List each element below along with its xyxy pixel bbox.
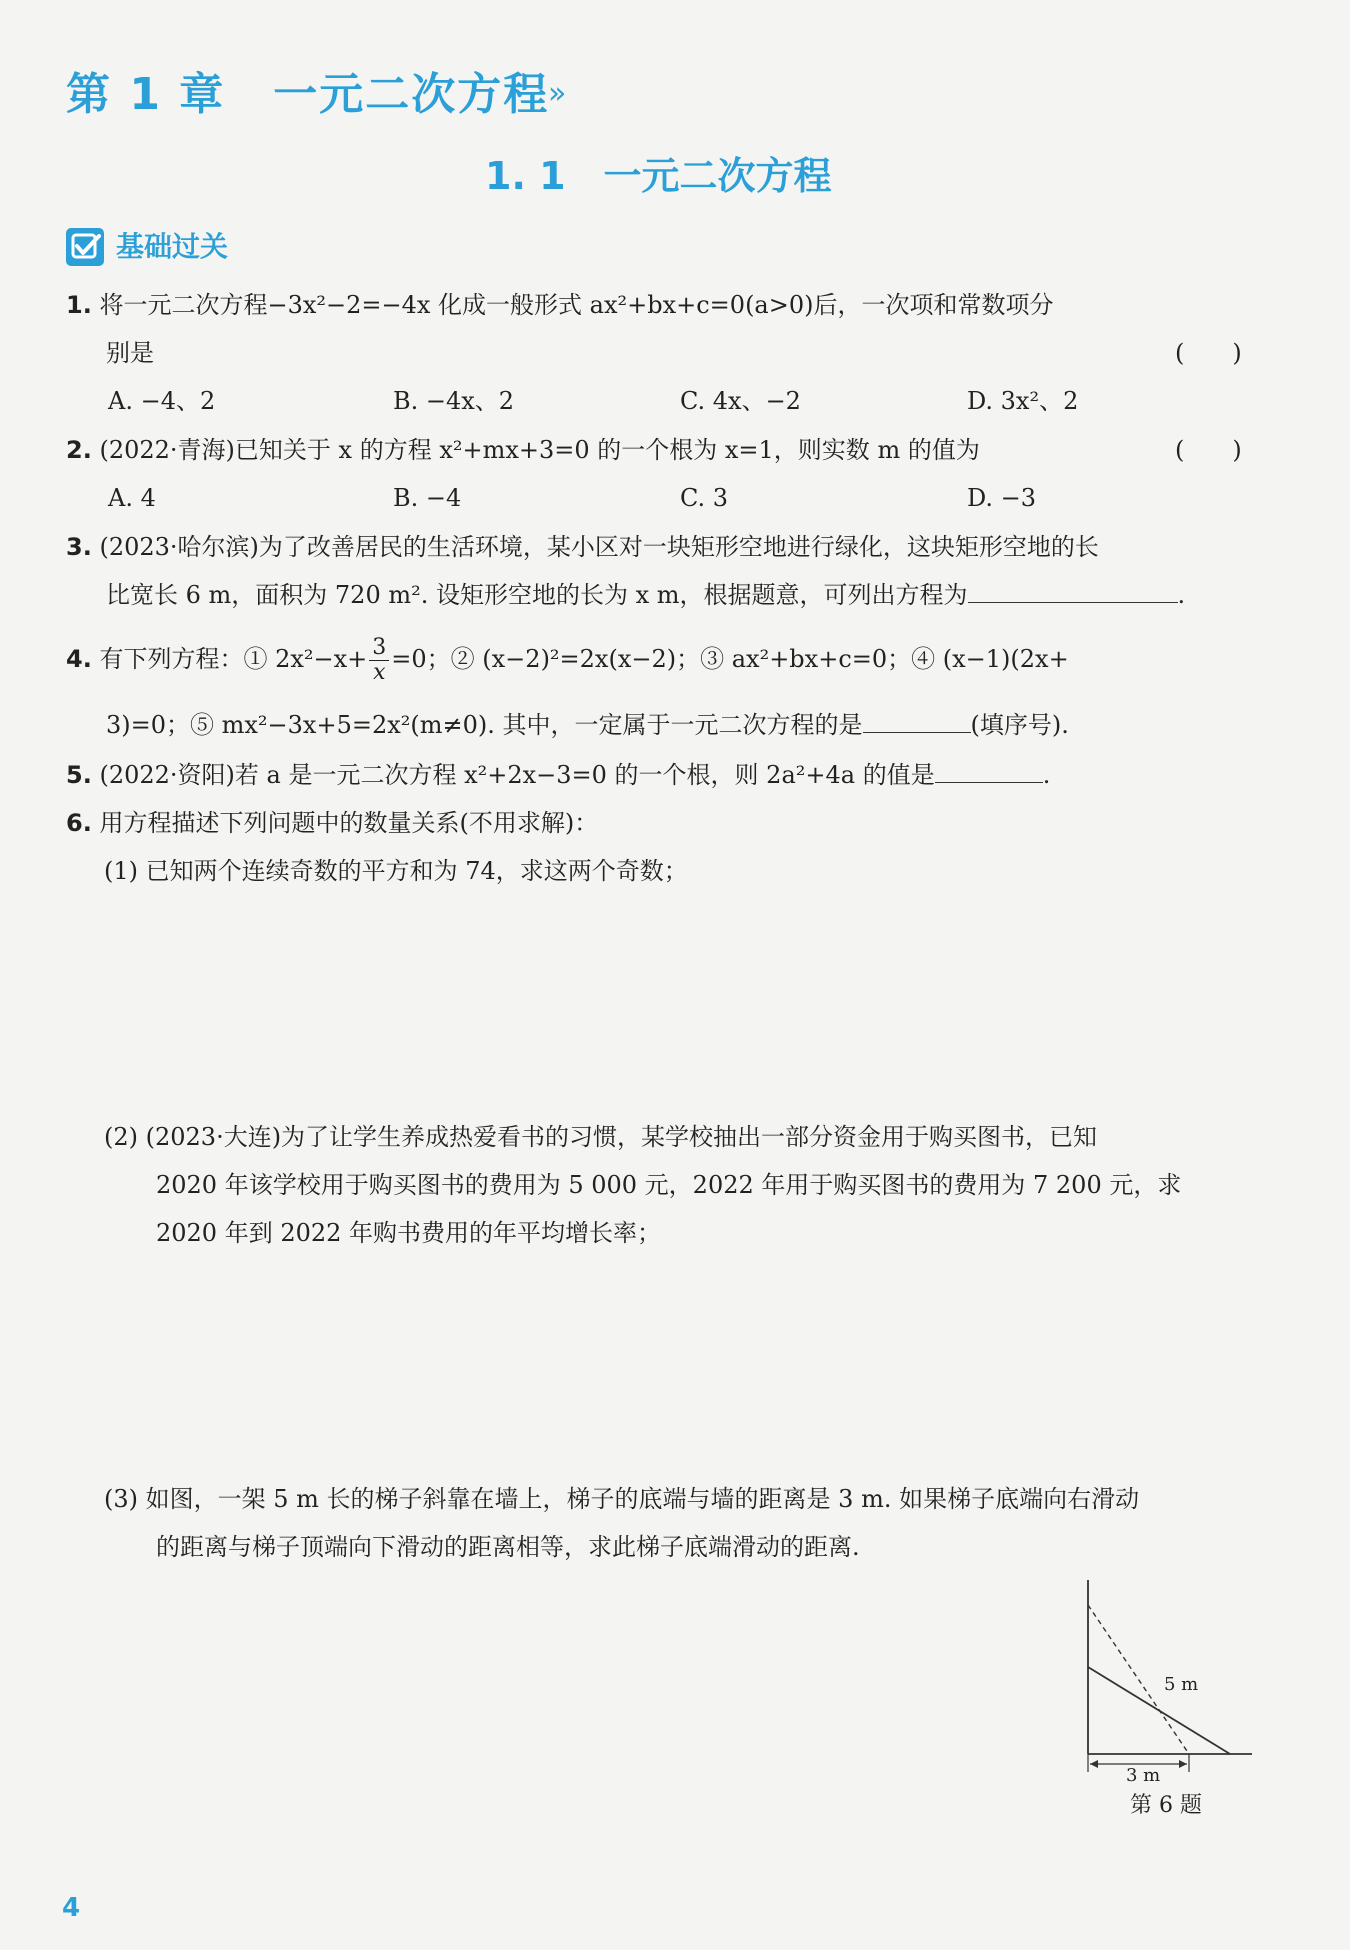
q1-option-c: C. 4x、−2: [680, 387, 801, 415]
q3-number: 3.: [66, 533, 92, 561]
q3-text-line2: 比宽长 6 m，面积为 720 m². 设矩形空地的长为 x m，根据题意，可列出方程为: [106, 581, 968, 609]
q5-answer-blank[interactable]: [935, 760, 1043, 783]
q4-line1: [66, 636, 1069, 685]
q1-line1: [66, 290, 1053, 320]
section-number: 1. 1: [485, 154, 566, 198]
q6-part2-line2: 2020 年该学校用于购买图书的费用为 5 000 元，2022 年用于购买图书的费用为 7 200 元，求: [156, 1171, 1182, 1199]
check-square-icon: [66, 228, 104, 266]
q4-fraction: [369, 636, 389, 685]
q3-period: .: [1177, 581, 1186, 609]
q4-answer-blank[interactable]: [863, 710, 971, 733]
q6-part3-line2: 的距离与梯子顶端向下滑动的距离相等，求此梯子底端滑动的距离.: [156, 1533, 860, 1561]
q4-text-line2b: (填序号).: [970, 711, 1069, 739]
section-badge-label: 基础过关: [116, 230, 229, 263]
chapter-label: 第 1 章: [66, 69, 226, 120]
section-title: 一元二次方程: [603, 154, 832, 198]
q2-answer-paren: ( ): [1175, 436, 1242, 464]
q5-period: .: [1042, 761, 1051, 789]
q2-option-d: D. −3: [967, 484, 1037, 512]
q4-fraction-denominator: x: [373, 660, 386, 685]
chapter-heading: [66, 58, 549, 122]
q5-line1: [66, 760, 1050, 790]
page-number: 4: [62, 1893, 81, 1923]
q6-line1: [66, 808, 598, 838]
section-heading: [485, 145, 832, 200]
q4-line2: [106, 710, 1069, 740]
q4-fraction-numerator: 3: [369, 636, 389, 661]
q2-number: 2.: [66, 436, 92, 464]
q1-number: 1.: [66, 291, 92, 319]
q3-line2: [106, 580, 1185, 610]
q4-number: 4.: [66, 645, 92, 673]
q4-text-b: =0；② (x−2)²=2x(x−2)；③ ax²+bx+c=0；④ (x−1)(2x+: [391, 645, 1069, 673]
q2-line1: [66, 435, 980, 465]
q3-line1: [66, 532, 1099, 562]
ladder-figure: [1070, 1578, 1260, 1783]
chapter-title: 一元二次方程: [273, 69, 550, 120]
q5-text: (2022·资阳)若 a 是一元二次方程 x²+2x−3=0 的一个根，则 2a²+4a 的值是: [99, 761, 935, 789]
q5-number: 5.: [66, 761, 92, 789]
q6-intro: 用方程描述下列问题中的数量关系(不用求解)：: [99, 809, 599, 837]
q3-text-line1: (2023·哈尔滨)为了改善居民的生活环境，某小区对一块矩形空地进行绿化，这块矩形空地的长: [99, 533, 1099, 561]
q3-answer-blank[interactable]: [968, 580, 1178, 603]
ladder-length-label: 5 m: [1164, 1674, 1199, 1695]
q6-part2-line1: (2) (2023·大连)为了让学生养成热爱看书的习惯，某学校抽出一部分资金用于购买图书，已知: [104, 1123, 1098, 1151]
q2-option-b: B. −4: [393, 484, 462, 512]
q2-option-a: A. 4: [108, 484, 156, 512]
q2-text-line1: (2022·青海)已知关于 x 的方程 x²+mx+3=0 的一个根为 x=1，则实数 m 的值为: [99, 436, 980, 464]
q2-option-c: C. 3: [680, 484, 729, 512]
q1-text-line2: 别是: [106, 339, 154, 367]
q6-part2-line3: 2020 年到 2022 年购书费用的年平均增长率；: [156, 1219, 662, 1247]
q1-text-line1: 将一元二次方程−3x²−2=−4x 化成一般形式 ax²+bx+c=0(a>0)后，一次项和常数项分: [99, 291, 1054, 319]
q4-text-line2a: 3)=0；⑤ mx²−3x+5=2x²(m≠0). 其中，一定属于一元二次方程的是: [106, 711, 863, 739]
q6-part3-line1: (3) 如图，一架 5 m 长的梯子斜靠在墙上，梯子的底端与墙的距离是 3 m. 如果梯子底端向右滑动: [104, 1485, 1140, 1513]
chevron-right-icon: »: [548, 76, 567, 111]
q6-number: 6.: [66, 809, 92, 837]
base-length-label: 3 m: [1126, 1765, 1161, 1783]
q4-text-a: 有下列方程：① 2x²−x+: [99, 645, 368, 673]
q1-option-a: A. −4、2: [108, 387, 216, 415]
figure-caption: 第 6 题: [1130, 1793, 1202, 1818]
q6-part1: (1) 已知两个连续奇数的平方和为 74，求这两个奇数；: [104, 857, 688, 885]
q1-option-d: D. 3x²、2: [967, 387, 1079, 415]
q1-option-b: B. −4x、2: [393, 387, 515, 415]
q1-answer-paren: ( ): [1175, 339, 1242, 367]
